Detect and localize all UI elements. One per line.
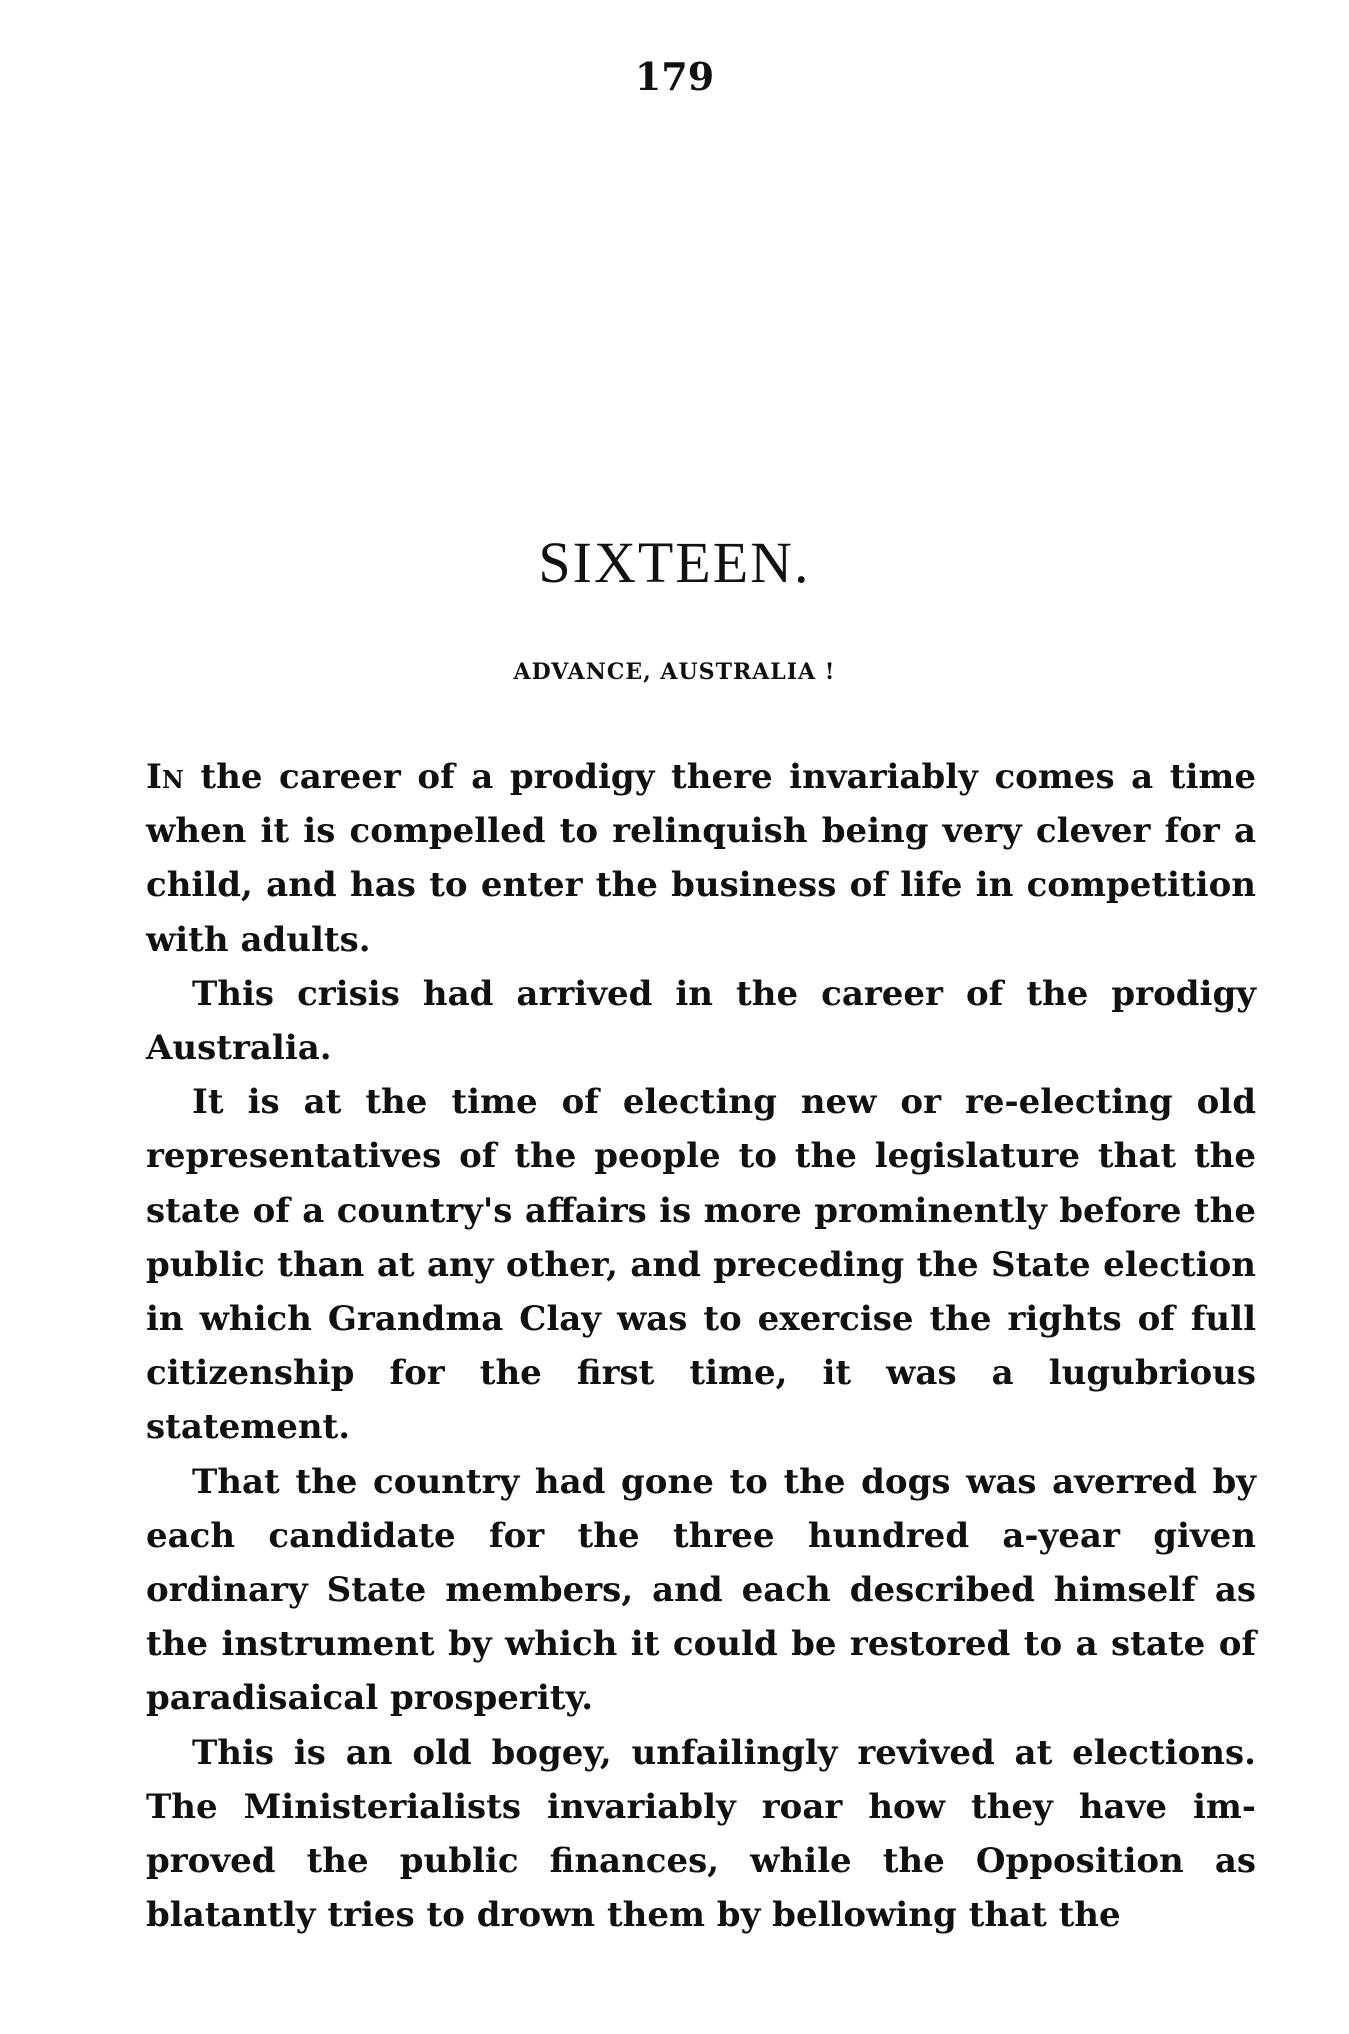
paragraph-text: This crisis had arrived in the career of the prodigy Australia. bbox=[146, 973, 1256, 1069]
paragraph bbox=[146, 1075, 1256, 1454]
paragraph-text: It is at the time of electing new or re-electing old representatives of the people to the legislature that the state of a country's affairs is more prominently before the public than at any other, and preceding the State election in which Grandma Clay was to exercise the rights of full citizenship for the first time, it was a lugubrious statement. bbox=[146, 1082, 1256, 1448]
chapter-title: SIXTEEN. bbox=[538, 530, 811, 595]
paragraph-lead-word: In bbox=[146, 757, 184, 797]
paragraph-text: This is an old bogey, unfailingly revived at elections. The Ministerialists invariably roar how they have im- proved the public finances, while the Opposition as blatantly tries to drown them by bellowing that the bbox=[146, 1732, 1256, 1936]
paragraph-text: the career of a prodigy there invariably comes a time when it is compelled to relinquish being very clever for a child, and has to enter the business of life in competition with adults. bbox=[146, 757, 1256, 960]
chapter-subtitle: ADVANCE, AUSTRALIA ! bbox=[513, 659, 836, 685]
page-number: 179 bbox=[634, 54, 715, 99]
paragraph bbox=[146, 1726, 1256, 1943]
paragraph bbox=[146, 967, 1256, 1075]
paragraph-text: That the country had gone to the dogs was averred by each candidate for the three hundred a-year given ordinary State members, and each described himself as the instrument by which it could be restored to a state of paradisaical prosperity. bbox=[146, 1461, 1256, 1719]
paragraph bbox=[146, 750, 1256, 967]
paragraph bbox=[146, 1455, 1256, 1726]
body-text bbox=[146, 750, 1256, 1942]
